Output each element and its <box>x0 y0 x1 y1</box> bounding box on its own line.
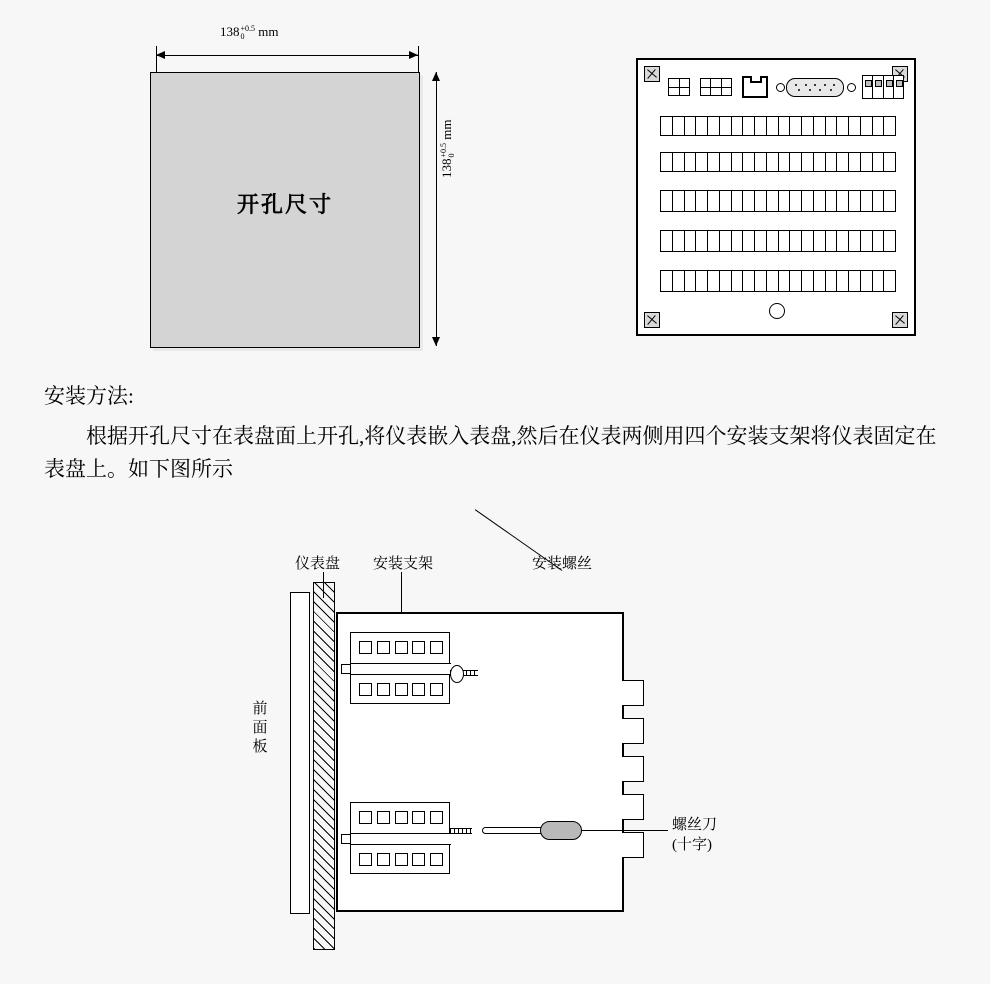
bracket-holes-lower <box>359 683 443 696</box>
screw-icon <box>644 312 660 328</box>
bracket-stud <box>341 664 351 674</box>
installation-section <box>44 380 964 485</box>
cutout-top-dimension-value: 138 <box>220 24 240 39</box>
cutout-right-dimension-label <box>439 120 456 179</box>
label-screwdriver-line1: 螺丝刀 <box>672 817 718 833</box>
side-fin <box>622 756 644 782</box>
mounting-diagram-figure <box>210 540 810 980</box>
screw-icon <box>644 66 660 82</box>
cutout-top-tolerance <box>241 25 256 42</box>
dsub-screw-icon <box>847 83 856 92</box>
leader-line-screwdriver <box>582 830 668 831</box>
bracket-holes-upper <box>359 641 443 654</box>
side-fin <box>622 832 644 858</box>
cutout-right-tolerance-upper: +0.5 <box>438 142 448 158</box>
cutout-top-dimension-line <box>156 55 418 56</box>
screw-icon <box>892 312 908 328</box>
bracket-holes-upper <box>359 811 443 824</box>
installation-paragraph: 根据开孔尺寸在表盘面上开孔,将仪表嵌入表盘,然后在仪表两侧用四个安装支架将仪表固定在表盘上。如下图所示 <box>44 424 937 481</box>
label-screwdriver-line2: (十字) <box>672 836 712 853</box>
leader-line-screw <box>475 509 562 571</box>
arrow-down-icon <box>432 337 440 346</box>
bracket-holes-lower <box>359 853 443 866</box>
mounting-screw-head-icon <box>450 665 464 683</box>
screwdriver-handle <box>540 821 582 840</box>
bracket-stud <box>341 834 351 844</box>
mounting-hole-icon <box>769 303 785 319</box>
arrow-left-icon <box>156 51 165 59</box>
terminal-strip <box>660 190 896 212</box>
cutout-top-tolerance-lower: 0 <box>240 32 245 42</box>
cutout-extension-line-left <box>156 46 157 72</box>
bracket-midbar <box>351 663 451 675</box>
rear-panel-figure <box>636 58 918 338</box>
rear-panel-body <box>636 58 916 336</box>
cutout-right-dimension-value: 138 <box>439 158 454 178</box>
cutout-top-dimension-unit: mm <box>258 24 279 39</box>
panel-board-wall <box>313 582 335 950</box>
terminal-strip <box>660 116 896 136</box>
label-screwdriver <box>672 816 717 855</box>
cutout-right-tolerance-lower: 0 <box>447 153 457 158</box>
side-fin <box>622 718 644 744</box>
mounting-screw-shaft <box>450 828 472 834</box>
cutout-top-dimension-label <box>220 24 279 41</box>
terminal-strip <box>660 270 896 292</box>
cutout-right-dimension-line <box>436 72 437 346</box>
arrow-up-icon <box>432 72 440 81</box>
label-mounting-screw: 安装螺丝 <box>532 556 593 572</box>
screwdriver-shaft <box>482 827 548 834</box>
rj45-port-icon <box>742 76 768 98</box>
front-plate <box>290 592 310 914</box>
cutout-extension-line-right <box>418 46 419 72</box>
mounting-bracket <box>350 802 450 874</box>
cutout-label: 开孔尺寸 <box>236 192 333 217</box>
label-mounting-bracket: 安装支架 <box>373 556 434 572</box>
cutout-dimension-figure <box>60 10 480 360</box>
cutout-rectangle <box>150 72 420 348</box>
label-panel-board: 仪表盘 <box>295 556 341 572</box>
cutout-top-tolerance-upper: +0.5 <box>240 23 256 33</box>
arrow-right-icon <box>409 51 418 59</box>
power-terminal-block <box>862 75 904 99</box>
terminal-strip <box>660 152 896 172</box>
cutout-right-tolerance <box>440 143 457 158</box>
dsub-screw-icon <box>776 83 785 92</box>
side-fin <box>622 680 644 706</box>
label-front-plate: 前面板 <box>252 701 268 755</box>
dsub9-port-icon <box>786 78 844 97</box>
connector-block-2x3 <box>700 78 732 96</box>
terminal-strip <box>660 230 896 252</box>
cutout-right-dimension-unit: mm <box>439 119 454 140</box>
installation-heading: 安装方法: <box>44 384 134 408</box>
bracket-midbar <box>351 833 451 845</box>
connector-block-2x2 <box>668 78 690 96</box>
mounting-bracket <box>350 632 450 704</box>
side-fin <box>622 794 644 820</box>
